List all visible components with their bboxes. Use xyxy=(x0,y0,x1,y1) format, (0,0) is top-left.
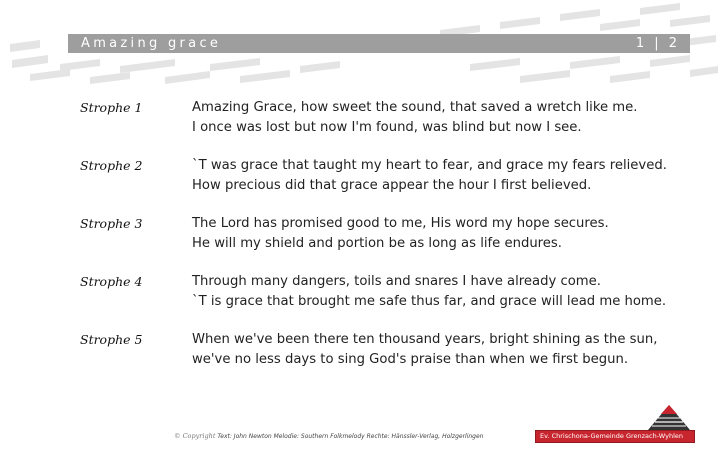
stanza-line: Amazing Grace, how sweet the sound, that saved a wretch like me. xyxy=(192,100,638,115)
slide-title: Amazing grace xyxy=(81,36,222,51)
stanza-line: we've no less days to sing God's praise than when we first begun. xyxy=(192,352,629,367)
stanza-text xyxy=(192,214,692,254)
stanza-text xyxy=(192,156,692,196)
church-logo xyxy=(535,404,695,446)
stanza-label: Strophe 1 xyxy=(80,100,143,115)
stanza-line: When we've been there ten thousand years, bright shining as the sun, xyxy=(192,332,658,347)
stanza-line: The Lord has promised good to me, His word my hope secures. xyxy=(192,216,609,231)
decorative-stripes xyxy=(0,0,720,110)
logo-text: Ev. Chrischona-Gemeinde Grenzach-Wyhlen xyxy=(540,432,684,440)
stanza-label: Strophe 3 xyxy=(80,216,143,231)
stanza-text xyxy=(192,98,692,138)
copyright-label: © Copyright xyxy=(174,432,216,440)
stanza-line: I once was lost but now I'm found, was blind but now I see. xyxy=(192,120,582,135)
stanza-label: Strophe 5 xyxy=(80,332,143,347)
stanza-line: Through many dangers, toils and snares I have already come. xyxy=(192,274,601,289)
stanza-label: Strophe 4 xyxy=(80,274,143,289)
credit-text: Text: John Newton Melodie: Southern Folkmelody Rechte: Hänssler-Verlag, Holzgerlingen xyxy=(217,433,484,440)
stanza-text xyxy=(192,272,692,312)
pyramid-icon xyxy=(647,404,691,431)
footer-credit xyxy=(174,432,483,440)
title-bar xyxy=(68,34,690,53)
logo-banner xyxy=(535,430,695,443)
page-indicator: 1 | 2 xyxy=(635,36,680,51)
stanza-line: `T is grace that brought me safe thus far, and grace will lead me home. xyxy=(192,294,667,309)
stanza-text xyxy=(192,330,692,370)
stanza-line: He will my shield and portion be as long as life endures. xyxy=(192,236,562,251)
stanza-line: `T was grace that taught my heart to fear, and grace my fears relieved. xyxy=(192,158,667,173)
stanza-line: How precious did that grace appear the hour I first believed. xyxy=(192,178,592,193)
stanza-label: Strophe 2 xyxy=(80,158,143,173)
